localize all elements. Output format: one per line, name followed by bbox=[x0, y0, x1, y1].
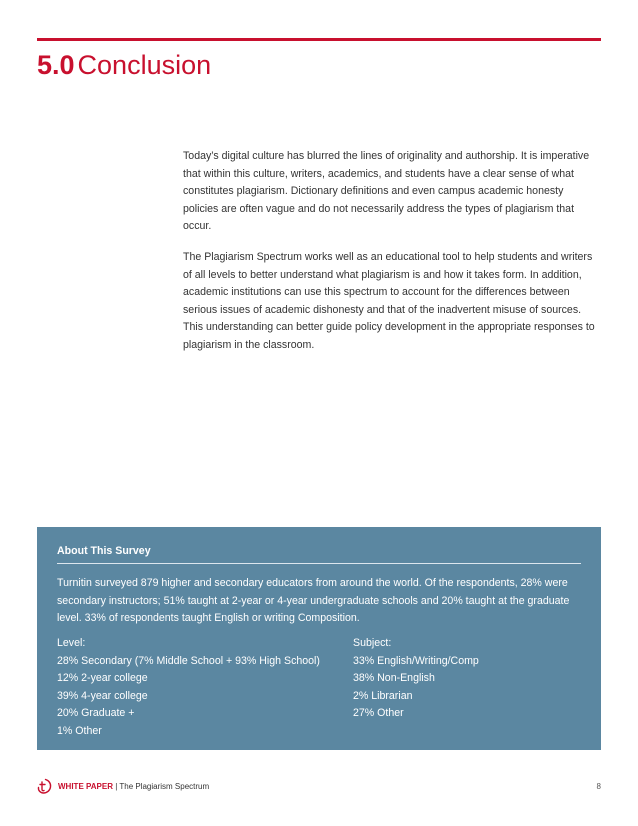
subject-column bbox=[353, 635, 479, 723]
section-title: Conclusion bbox=[77, 50, 212, 80]
subject-item: 33% English/Writing/Comp bbox=[353, 654, 479, 667]
survey-title: About This Survey bbox=[57, 545, 151, 557]
subject-item: 27% Other bbox=[353, 707, 404, 720]
header-rule bbox=[37, 38, 601, 41]
section-number: 5.0 bbox=[37, 50, 75, 80]
page-number: 8 bbox=[596, 782, 601, 791]
subject-item: 2% Librarian bbox=[353, 689, 413, 702]
footer-separator: | bbox=[112, 782, 120, 791]
page-footer bbox=[36, 776, 601, 798]
level-item: 12% 2-year college bbox=[57, 672, 148, 685]
body-paragraph: Today’s digital culture has blurred the lines of originality and authorship. It is imperative that within this culture, writers, academics, and students have a clear sense of what constitutes plagiarism. Dictionary definitions and even campus academic honesty policies are often vague and do not necessarily address the types of plagiarism that occur. bbox=[183, 150, 590, 233]
survey-divider bbox=[57, 563, 581, 564]
subject-item: 38% Non-English bbox=[353, 672, 435, 685]
level-item: 28% Secondary (7% Middle School + 93% High School) bbox=[57, 654, 320, 667]
level-item: 39% 4-year college bbox=[57, 689, 148, 702]
section-heading bbox=[37, 48, 211, 82]
level-header: Level: bbox=[57, 637, 86, 649]
survey-panel bbox=[37, 527, 601, 750]
level-item: 1% Other bbox=[57, 724, 102, 737]
footer-doc-title: The Plagiarism Spectrum bbox=[119, 782, 210, 791]
subject-header: Subject: bbox=[353, 637, 392, 649]
conclusion-body bbox=[183, 148, 601, 368]
level-column bbox=[57, 635, 320, 741]
footer-label bbox=[58, 782, 209, 792]
survey-description: Turnitin surveyed 879 higher and secondary educators from around the world. Of the respondents, 28% were secondary instructors; 51% taught at 2-year or 4-year undergraduate schools and 20% taught at the graduate level. 33% of respondents taught English or writing Composition. bbox=[57, 577, 570, 625]
turnitin-logo-icon bbox=[36, 778, 53, 795]
level-item: 20% Graduate + bbox=[57, 707, 135, 720]
footer-white-paper: WHITE PAPER bbox=[58, 782, 113, 791]
body-paragraph: The Plagiarism Spectrum works well as an educational tool to help students and writers of all levels to better understand what plagiarism is and how it takes form. In addition, academic institutions can use this spectrum to account for the differences between serious issues of academic dishonesty and that of the inadvertent misuse of sources. This understanding can better guide policy development in the appropriate responses to plagiarism in the classroom. bbox=[183, 250, 595, 351]
